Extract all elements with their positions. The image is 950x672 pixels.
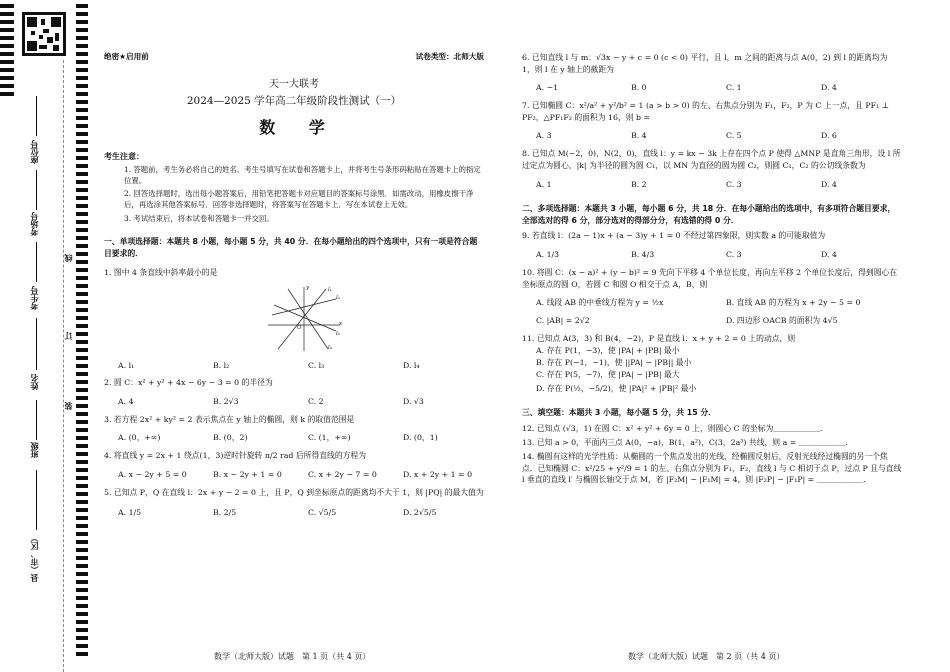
timing-mark xyxy=(76,332,88,336)
blank-line xyxy=(36,96,37,136)
option: C. 5 xyxy=(726,131,742,141)
option: A. 1/5 xyxy=(118,508,142,518)
fig-label-l1: l₁ xyxy=(328,286,332,293)
timing-mark xyxy=(76,324,88,328)
option: D. 6 xyxy=(821,131,837,141)
option: A. 1 xyxy=(536,179,552,189)
q10-options-ab xyxy=(522,298,902,308)
timing-mark xyxy=(76,220,88,224)
option: C. 存在 P(5，−7)，使 |PA| − |PB| 最大 xyxy=(536,369,680,379)
page-column-2 xyxy=(522,52,902,486)
option: B. 直线 AB 的方程为 x + 2y − 5 = 0 xyxy=(726,298,861,308)
confidential-mark: 绝密★启用前 xyxy=(104,52,149,61)
subject-title: 数 学 xyxy=(259,118,339,138)
exam-title: 2024—2025 学年高二年级阶段性测试（一） xyxy=(186,94,402,107)
lines-diagram xyxy=(264,285,344,353)
option: A. l₁ xyxy=(118,360,135,370)
section-2-heading: 二、多项选择题：本题共 3 小题，每小题 6 分，共 18 分．在每小题给出的选项中，有多项符合题目要求，全部选对的得 6 分，部分选对的得部分分，有选错的得 0 分． xyxy=(522,204,896,226)
timing-mark xyxy=(76,436,88,440)
timing-mark xyxy=(76,28,88,32)
question-1: 1. 图中 4 条直线中斜率最小的是 xyxy=(104,267,218,277)
seal-char-zhuang: 装 xyxy=(64,402,73,410)
timing-mark xyxy=(76,492,88,496)
timing-mark xyxy=(76,132,88,136)
timing-mark xyxy=(76,180,88,184)
blank-line xyxy=(36,170,37,210)
timing-mark xyxy=(76,516,88,520)
blank-line xyxy=(36,318,37,370)
timing-mark xyxy=(76,444,88,448)
blank-line xyxy=(36,470,37,530)
timing-mark xyxy=(76,484,88,488)
q1-figure xyxy=(264,285,344,353)
label-seat: 座位号 xyxy=(30,140,39,164)
timing-mark xyxy=(76,204,88,208)
timing-mark xyxy=(76,564,88,568)
fig-label-y: y xyxy=(306,284,310,291)
q2-options xyxy=(104,397,484,407)
timing-mark xyxy=(0,44,14,48)
note-item: 3. 考试结束后，将本试卷和答题卡一并交回。 xyxy=(124,213,274,223)
page-header xyxy=(104,52,484,61)
timing-mark xyxy=(0,84,14,88)
timing-mark xyxy=(76,348,88,352)
timing-mark xyxy=(76,340,88,344)
option: A. x − 2y + 5 = 0 xyxy=(118,469,187,479)
label-county: 县（市、区） xyxy=(30,534,39,582)
question-6: 6. 已知直线 l 与 m：√3x − y + c = 0 (c < 0) 平行，且 l，m 之间的距离与点 A(0，2) 到 l 的距离均为 1，则 l 在 y 轴上的截距为 xyxy=(522,53,888,74)
option: A. −1 xyxy=(536,83,559,93)
label-class: 班级 xyxy=(30,442,39,458)
timing-mark xyxy=(76,580,88,584)
timing-mark xyxy=(76,84,88,88)
timing-mark xyxy=(76,268,88,272)
q6-options xyxy=(522,83,902,93)
fig-label-o: O xyxy=(297,324,302,331)
option: C. 3 xyxy=(726,179,742,189)
option: B. 4 xyxy=(631,131,647,141)
timing-mark xyxy=(76,412,88,416)
timing-mark xyxy=(76,172,88,176)
timing-mark xyxy=(76,300,88,304)
option: B. 4/3 xyxy=(631,250,655,260)
exam-org: 天一大联考 xyxy=(269,79,319,91)
timing-mark xyxy=(76,420,88,424)
qr-module xyxy=(47,37,53,43)
timing-mark xyxy=(76,116,88,120)
page-footer-1: 数学（北师大版）试题 第 1 页（共 4 页） xyxy=(214,652,371,661)
timing-mark xyxy=(76,612,88,616)
question-10: 10. 将圆 C：(x − a)² + (y − b)² = 9 先向下平移 4 个单位长度，再向左平移 2 个单位长度后，得到圆心在坐标原点的圆 O，若圆 C 和圆 O 相交于点 A，B，则 xyxy=(522,267,898,289)
timing-mark xyxy=(76,372,88,376)
note-item: 1. 答题前，考生务必将自己的姓名、考生号填写在试卷和答题卡上，并将考生号条形码粘贴在答题卡上的指定位置。 xyxy=(124,165,481,186)
timing-mark xyxy=(0,12,14,16)
page-column-1 xyxy=(104,40,484,518)
question-2: 2. 圆 C：x² + y² + 4x − 6y − 3 = 0 的半径为 xyxy=(104,378,273,388)
timing-mark xyxy=(76,292,88,296)
q3-options xyxy=(104,433,484,443)
timing-mark xyxy=(76,396,88,400)
option: C. (1，+∞) xyxy=(308,433,351,443)
q4-options xyxy=(104,470,484,480)
qr-module xyxy=(51,17,61,27)
timing-mark xyxy=(76,508,88,512)
qr-module xyxy=(39,35,43,39)
timing-mark xyxy=(76,20,88,24)
seal-char-ding: 订 xyxy=(64,332,73,340)
note-item: 2. 回答选择题时，选出每小题答案后，用铅笔把答题卡对应题目的答案标号涂黑．如需改动，用橡皮擦干净后，再选涂其他答案标号．回答非选择题时，将答案写在答题卡上．写在本试卷上无效。 xyxy=(124,189,474,210)
timing-mark xyxy=(0,4,14,8)
option: D. x + 2y + 1 = 0 xyxy=(403,469,473,479)
label-name: 姓名 xyxy=(30,374,39,390)
paper-type: 试卷类型：北师大版 xyxy=(415,52,484,61)
timing-marks-right xyxy=(76,0,88,672)
question-13: 13. 已知 a > 0，平面内三点 A(0，−a)，B(1，a²)，C(3，2a³) 共线，则 a = ＿＿＿＿＿＿． xyxy=(522,438,854,448)
timing-mark xyxy=(0,36,14,40)
option: A. 4 xyxy=(118,396,134,406)
timing-mark xyxy=(76,228,88,232)
qr-module xyxy=(27,17,37,27)
timing-mark xyxy=(76,284,88,288)
blank-line xyxy=(36,400,37,440)
fig-label-l3: l₃ xyxy=(336,330,340,337)
timing-mark xyxy=(76,540,88,544)
timing-mark xyxy=(76,140,88,144)
q10-options-cd xyxy=(522,316,902,326)
qr-module xyxy=(27,41,37,51)
option: D. 2√5/5 xyxy=(403,508,437,518)
timing-mark xyxy=(0,76,14,80)
option: B. x − 2y + 1 = 0 xyxy=(213,469,282,479)
option: C. |AB| = 2√2 xyxy=(536,316,590,326)
question-8: 8. 已知点 M(−2，0)，N(2，0)，直线 l：y = kx − 3k 上存在四个点 P 使得 △MNP 是直角三角形，设 l 所过定点为圆心，|k| 为半径的圆为圆 C₁，以 MN 为直径的圆为圆 C₂，则圆 C₁，C₂ 的公切线条数为 xyxy=(522,149,901,170)
qr-module xyxy=(41,19,45,25)
timing-mark xyxy=(76,4,88,8)
timing-mark xyxy=(76,308,88,312)
timing-mark xyxy=(76,276,88,280)
timing-mark xyxy=(0,20,14,24)
timing-mark xyxy=(0,60,14,64)
question-11: 11. 已知点 A(3，3) 和 B(4，−2)，P 是直线 l：x + y + 2 = 0 上的动点，则 xyxy=(522,333,796,343)
section-3-heading: 三、填空题：本题共 3 小题，每小题 5 分，共 15 分． xyxy=(522,408,716,418)
option: A. 存在 P(1，−3)，使 |PA| + |PB| 最小 xyxy=(536,346,680,356)
timing-mark xyxy=(76,212,88,216)
option: D. √3 xyxy=(403,396,424,406)
timing-mark xyxy=(76,60,88,64)
option: B. (0，2) xyxy=(213,433,248,443)
page-footer-2: 数学（北师大版）试题 第 2 页（共 4 页） xyxy=(628,652,785,661)
timing-mark xyxy=(76,548,88,552)
question-7: 7. 已知椭圆 C：x²/a² + y²/b² = 1 (a > b > 0) 的左、右焦点分别为 F₁，F₂，P 为 C 上一点，且 PF₁ ⊥ PF₂，△PF₁F₂ 的面积为 16，则 b = xyxy=(522,101,889,122)
timing-mark xyxy=(76,476,88,480)
timing-mark xyxy=(76,604,88,608)
timing-mark xyxy=(76,588,88,592)
timing-mark xyxy=(76,68,88,72)
option: D. 4 xyxy=(821,250,837,260)
option: B. 2√3 xyxy=(213,396,239,406)
fig-label-x: x xyxy=(339,320,343,327)
timing-mark xyxy=(76,36,88,40)
option: D. 存在 P(½，−5/2)，使 |PA|² + |PB|² 最小 xyxy=(536,383,697,393)
timing-mark xyxy=(76,356,88,360)
qr-module xyxy=(43,29,49,33)
option: C. √5/5 xyxy=(308,508,337,518)
timing-mark xyxy=(76,524,88,528)
timing-mark xyxy=(0,68,14,72)
fig-label-l4: l₄ xyxy=(328,344,332,351)
timing-mark xyxy=(76,12,88,16)
timing-mark xyxy=(76,644,88,648)
option: B. 2/5 xyxy=(213,508,237,518)
timing-mark xyxy=(76,500,88,504)
timing-mark xyxy=(76,76,88,80)
option: A. 线段 AB 的中垂线方程为 y = ½x xyxy=(536,298,664,308)
option: C. l₃ xyxy=(308,360,325,370)
qr-module xyxy=(53,45,59,51)
timing-mark xyxy=(76,468,88,472)
option: B. 0 xyxy=(631,83,647,93)
q8-options xyxy=(522,180,902,190)
qr-module xyxy=(31,31,35,35)
question-4: 4. 将直线 y = 2x + 1 绕点(1，3)逆时针旋转 π/2 rad 后所得直线的方程为 xyxy=(104,451,367,461)
timing-mark xyxy=(76,92,88,96)
binding-strip xyxy=(0,0,92,672)
timing-mark xyxy=(76,316,88,320)
question-5: 5. 已知点 P，Q 在直线 l：2x + y − 2 = 0 上，且 P，Q 到坐标原点的距离均不大于 1，则 |PQ| 的最大值为 xyxy=(104,487,484,497)
timing-mark xyxy=(76,108,88,112)
question-14: 14. 椭圆有这样的光学性质：从椭圆的一个焦点发出的光线，经椭圆反射后，反射光线经过椭圆的另一个焦点．已知椭圆 C：x²/25 + y²/9 = 1 的左、右焦点分别为 F₁，F₂，直线 l 与 C 相切于点 P，过点 P 且与直线 l 垂直的直线 l′ 与椭圆长轴交于点 M，若 |F₂M| − |F₁M| = 4，则 |F₂P| − |F₁P| = ＿＿＿＿＿＿． xyxy=(522,451,902,485)
timing-mark xyxy=(76,404,88,408)
q7-options xyxy=(522,131,902,141)
timing-mark xyxy=(76,652,88,656)
option: C. 3 xyxy=(726,250,742,260)
option: A. 1/3 xyxy=(536,250,560,260)
option: A. (0，+∞) xyxy=(118,433,161,443)
qr-module xyxy=(39,45,47,49)
option: D. l₄ xyxy=(403,360,420,370)
option: D. 4 xyxy=(821,179,837,189)
timing-mark xyxy=(76,388,88,392)
option: B. 2 xyxy=(631,179,647,189)
timing-mark xyxy=(76,364,88,368)
timing-mark xyxy=(76,572,88,576)
timing-mark xyxy=(76,596,88,600)
option: A. 3 xyxy=(536,131,552,141)
timing-mark xyxy=(76,460,88,464)
option: D. 四边形 OACB 的面积为 4√5 xyxy=(726,316,838,326)
timing-mark xyxy=(76,556,88,560)
timing-mark xyxy=(76,52,88,56)
timing-mark xyxy=(0,28,14,32)
q5-options xyxy=(104,508,484,518)
seal-cut-line xyxy=(63,60,64,672)
timing-mark xyxy=(76,636,88,640)
timing-mark xyxy=(76,452,88,456)
timing-mark xyxy=(76,124,88,128)
timing-mark xyxy=(76,156,88,160)
timing-mark xyxy=(76,196,88,200)
option: B. l₂ xyxy=(213,360,230,370)
option: C. 2 xyxy=(308,396,324,406)
qr-module xyxy=(55,33,59,41)
timing-mark xyxy=(76,532,88,536)
label-student-no: 考生号 xyxy=(30,286,39,310)
timing-mark xyxy=(0,92,14,96)
option: C. 1 xyxy=(726,83,742,93)
q1-options xyxy=(104,361,484,371)
question-12: 12. 已知点 (√3，1) 在圆 C：x² + y² + 6y = 0 上，则圆心 C 的坐标为＿＿＿＿＿＿． xyxy=(522,424,828,434)
question-3: 3. 若方程 2x² + ky² = 2 表示焦点在 y 轴上的椭圆，则 k 的取值范围是 xyxy=(104,414,355,424)
timing-mark xyxy=(76,100,88,104)
blank-line xyxy=(36,242,37,282)
timing-mark xyxy=(76,148,88,152)
timing-mark xyxy=(76,260,88,264)
label-room: 考场号 xyxy=(30,212,39,236)
qr-code xyxy=(22,12,66,56)
section-1-heading: 一、单项选择题：本题共 8 小题，每小题 5 分，共 40 分．在每小题给出的四个选项中，只有一项是符合题目要求的． xyxy=(104,236,478,258)
timing-mark xyxy=(0,52,14,56)
option: D. 4 xyxy=(821,83,837,93)
timing-mark xyxy=(76,252,88,256)
timing-mark xyxy=(76,244,88,248)
option: C. x + 2y − 7 = 0 xyxy=(308,469,377,479)
timing-mark xyxy=(76,164,88,168)
timing-mark xyxy=(76,428,88,432)
option: B. 存在 P(−1，−1)，使 ||PA| − |PB|| 最小 xyxy=(536,358,692,368)
timing-mark xyxy=(76,380,88,384)
timing-mark xyxy=(76,236,88,240)
question-9: 9. 若直线 l：(2a − 1)x + (a − 3)y + 1 = 0 不经过第四象限，则实数 a 的可能取值为 xyxy=(522,231,826,241)
timing-marks-left xyxy=(0,0,14,672)
timing-mark xyxy=(76,44,88,48)
notes-heading: 考生注意： xyxy=(104,152,144,162)
timing-mark xyxy=(76,188,88,192)
fig-label-l2: l₂ xyxy=(336,294,340,301)
timing-mark xyxy=(76,628,88,632)
option: D. (0，1) xyxy=(403,433,438,443)
q9-options xyxy=(522,250,902,260)
timing-mark xyxy=(76,620,88,624)
seal-char-xian: 线 xyxy=(64,254,73,262)
